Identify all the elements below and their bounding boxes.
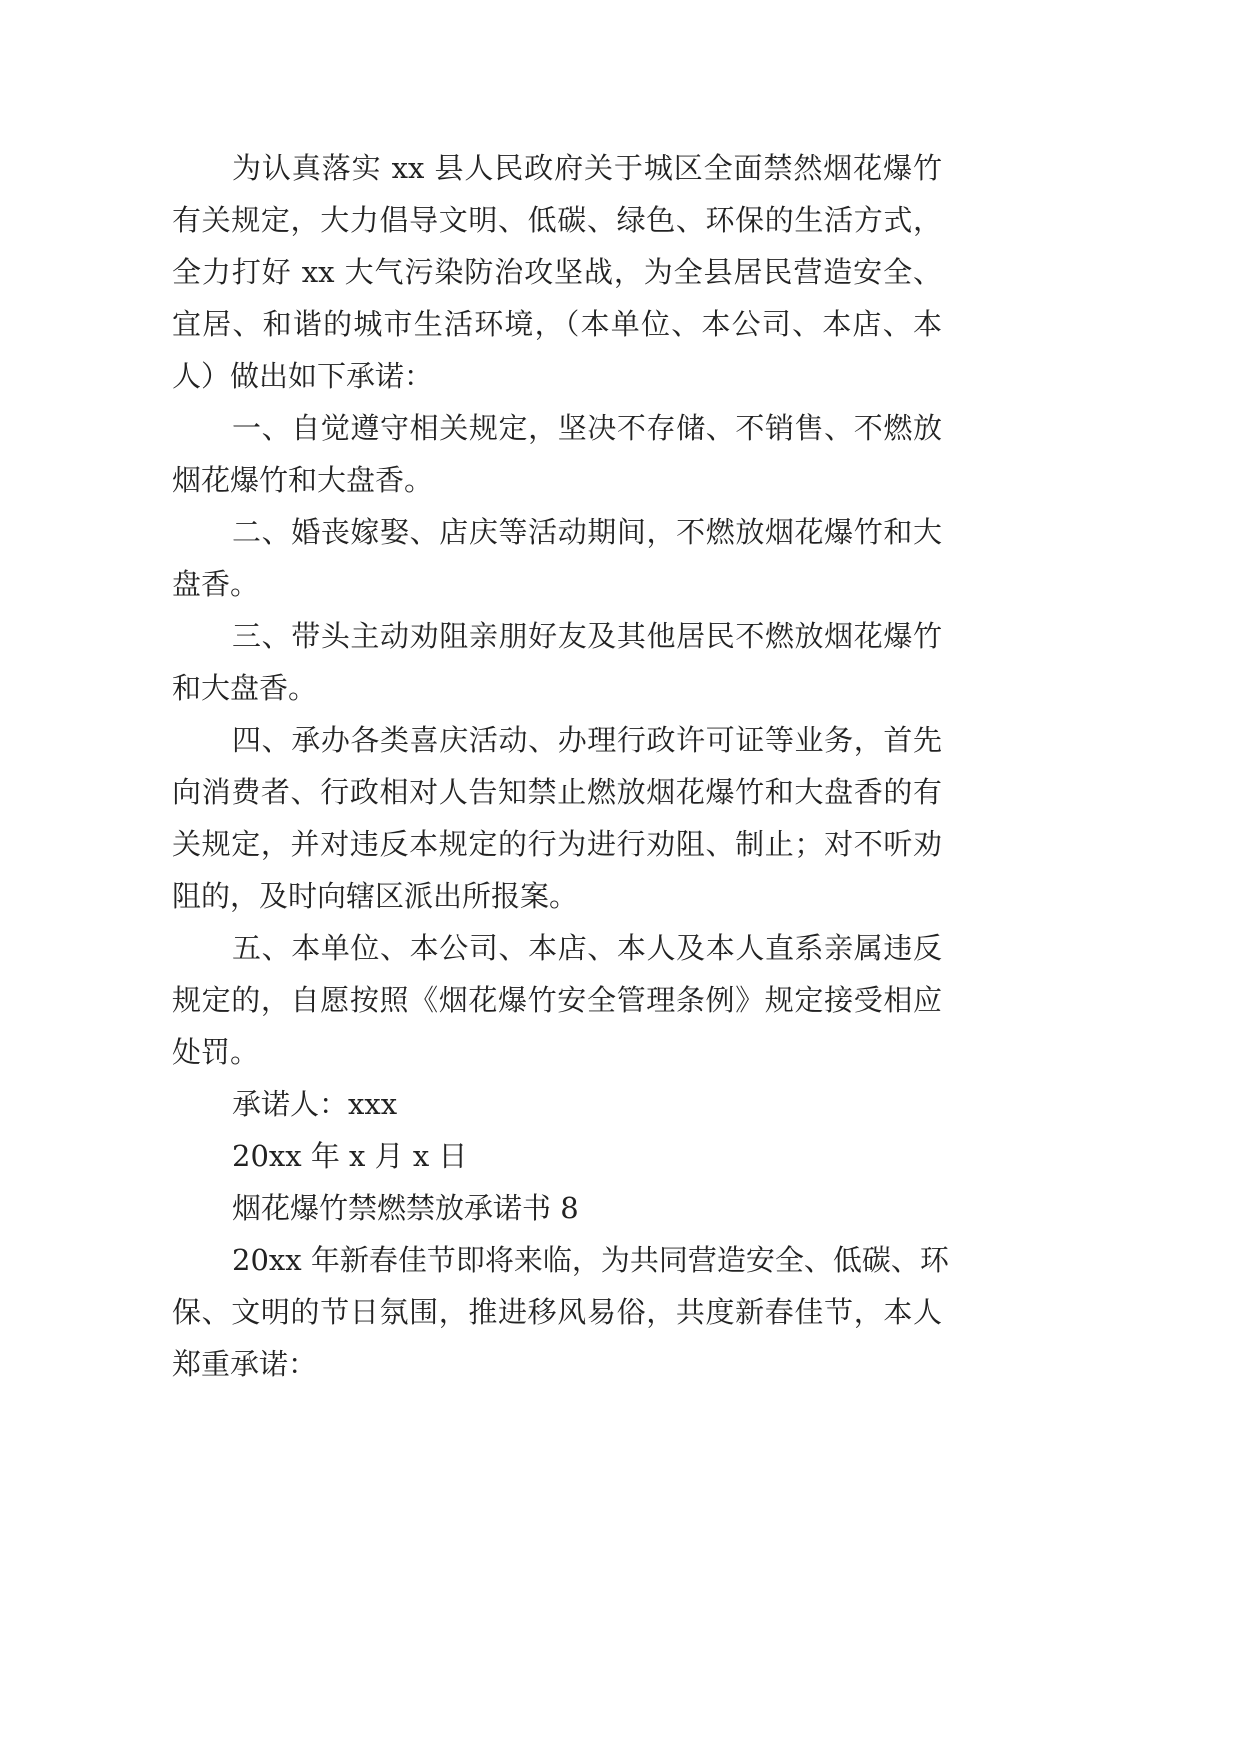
text-line: 烟花爆竹和大盘香。 (172, 463, 434, 497)
text-line: 二、婚丧嫁娶、店庆等活动期间，不燃放烟花爆竹和大 (232, 515, 942, 549)
text-line: 盘香。 (172, 567, 260, 601)
text-line: 和大盘香。 (172, 671, 318, 705)
paragraph-item-3 (172, 610, 942, 714)
paragraph-intro (172, 142, 942, 402)
paragraph-item-5 (172, 922, 942, 1078)
text-line: 四、承办各类喜庆活动、办理行政许可证等业务，首先 (232, 723, 942, 757)
signatory-line (172, 1078, 942, 1130)
text-line: 关规定，并对违反本规定的行为进行劝阻、制止；对不听劝 (172, 827, 942, 861)
text-line: 20xx 年 x 月 x 日 (232, 1139, 468, 1173)
document-body (172, 142, 949, 1390)
paragraph-item-4 (172, 714, 942, 922)
paragraph-item-1 (172, 402, 942, 506)
text-line: 郑重承诺： (172, 1347, 318, 1381)
text-line: 向消费者、行政相对人告知禁止燃放烟花爆竹和大盘香的有 (172, 775, 942, 809)
text-line: 宜居、和谐的城市生活环境，（本单位、本公司、本店、本 (172, 307, 942, 341)
date-line (172, 1130, 942, 1182)
text-line: 三、带头主动劝阻亲朋好友及其他居民不燃放烟花爆竹 (232, 619, 942, 653)
paragraph-second-intro (172, 1234, 949, 1390)
text-line: 有关规定，大力倡导文明、低碳、绿色、环保的生活方式， (172, 203, 942, 237)
text-line: 20xx 年新春佳节即将来临，为共同营造安全、低碳、环 (232, 1243, 949, 1277)
text-line: 为认真落实 xx 县人民政府关于城区全面禁然烟花爆竹 (232, 151, 942, 185)
paragraph-item-2 (172, 506, 942, 610)
text-line: 保、文明的节日氛围，推进移风易俗，共度新春佳节，本人 (172, 1295, 942, 1329)
text-line: 处罚。 (172, 1035, 260, 1069)
text-line: 承诺人：xxx (232, 1087, 398, 1121)
text-line: 一、自觉遵守相关规定，坚决不存储、不销售、不燃放 (232, 411, 942, 445)
text-line: 全力打好 xx 大气污染防治攻坚战，为全县居民营造安全、 (172, 255, 942, 289)
text-line: 五、本单位、本公司、本店、本人及本人直系亲属违反 (232, 931, 942, 965)
section-heading (172, 1182, 942, 1234)
text-line: 阻的，及时向辖区派出所报案。 (172, 879, 579, 913)
text-line: 烟花爆竹禁燃禁放承诺书 8 (232, 1191, 579, 1225)
text-line: 人）做出如下承诺： (172, 359, 434, 393)
text-line: 规定的，自愿按照《烟花爆竹安全管理条例》规定接受相应 (172, 983, 942, 1017)
